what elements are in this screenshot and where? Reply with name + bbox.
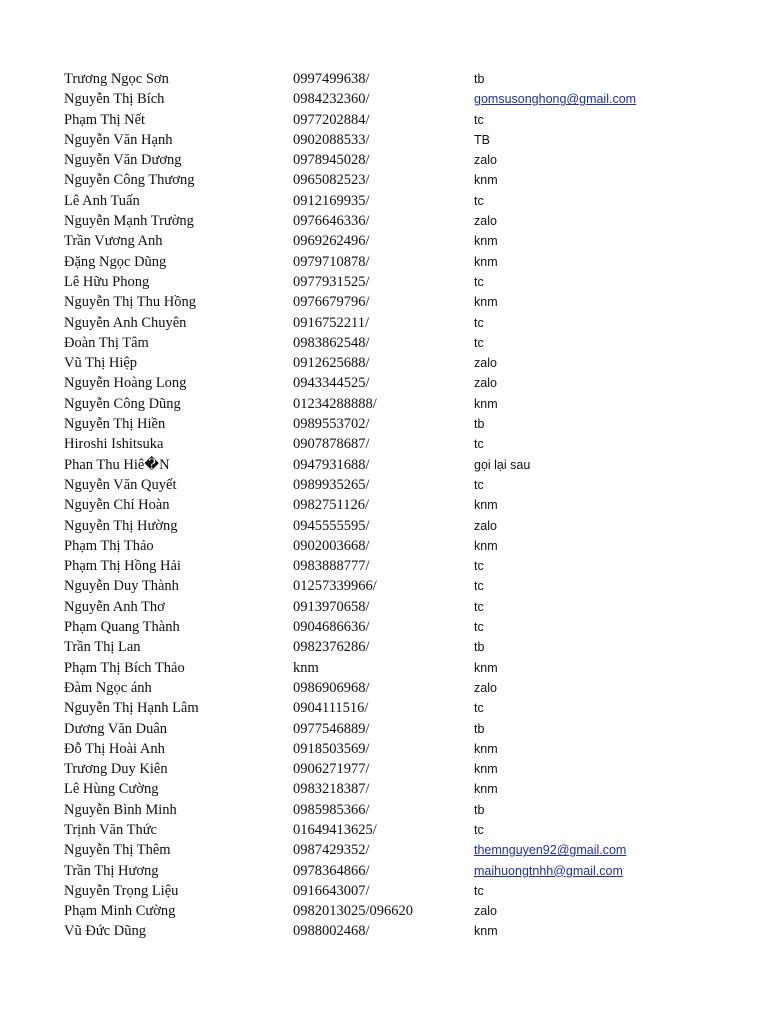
contact-name: Nguyễn Thị Hạnh Lâm bbox=[64, 700, 199, 717]
contact-name: Trương Ngọc Sơn bbox=[64, 71, 169, 87]
table-row bbox=[0, 150, 768, 170]
contact-phone: 0983862548/ bbox=[293, 334, 370, 351]
contact-phone: 0977546889/ bbox=[293, 720, 370, 737]
contact-name: Nguyễn Thị Bích bbox=[64, 91, 165, 108]
table-row bbox=[0, 89, 768, 109]
table-row bbox=[0, 455, 768, 475]
table-row bbox=[0, 170, 768, 190]
table-row bbox=[0, 130, 768, 150]
contact-note: knm bbox=[474, 498, 498, 513]
contact-name: Nguyễn Thị Thu Hồng bbox=[64, 294, 196, 311]
contact-note: TB bbox=[474, 132, 490, 147]
contact-note: tc bbox=[474, 335, 484, 350]
contact-note: tb bbox=[474, 72, 485, 86]
contact-name: Trần Thị Lan bbox=[64, 639, 141, 656]
table-row bbox=[0, 820, 768, 840]
contact-name: Đàm Ngọc ánh bbox=[64, 679, 152, 696]
contact-phone: 0989553702/ bbox=[293, 416, 370, 433]
table-row bbox=[0, 516, 768, 536]
contact-note: knm bbox=[474, 782, 498, 797]
contact-name: Dương Văn Duân bbox=[64, 720, 168, 737]
contact-name: Trịnh Văn Thức bbox=[64, 821, 157, 838]
table-row bbox=[0, 434, 768, 454]
table-row bbox=[0, 231, 768, 251]
contact-name: Nguyễn Văn Hạnh bbox=[64, 131, 173, 148]
contact-phone: 0982376286/ bbox=[293, 639, 370, 656]
contact-phone: 0983888777/ bbox=[293, 558, 370, 575]
contact-phone: 0947931688/ bbox=[293, 456, 370, 473]
contact-phone: 0945555595/ bbox=[293, 517, 370, 534]
contact-name: Đoàn Thị Tâm bbox=[64, 334, 149, 351]
table-row bbox=[0, 597, 768, 617]
contact-phone: 0985985366/ bbox=[293, 801, 370, 818]
contact-phone: 0904111516/ bbox=[293, 700, 369, 717]
contact-phone: 0918503569/ bbox=[293, 740, 370, 757]
contact-email-link[interactable]: themnguyen92@gmail.com bbox=[474, 843, 627, 858]
contact-phone: 0969262496/ bbox=[293, 233, 370, 250]
contact-note: tc bbox=[474, 822, 484, 837]
contact-note: tc bbox=[474, 315, 484, 330]
contact-phone: 0943344525/ bbox=[293, 375, 370, 392]
contact-note: tc bbox=[474, 599, 484, 614]
table-row bbox=[0, 800, 768, 820]
table-row bbox=[0, 637, 768, 657]
table-row bbox=[0, 881, 768, 901]
contact-note: knm bbox=[474, 173, 498, 188]
contact-name: Trương Duy Kiên bbox=[64, 761, 168, 778]
contact-phone: 0983218387/ bbox=[293, 781, 370, 798]
contact-note: zalo bbox=[474, 214, 497, 229]
contact-name: Đỗ Thị Hoài Anh bbox=[64, 740, 165, 757]
contact-phone: 0906271977/ bbox=[293, 761, 370, 778]
contact-phone: knm bbox=[293, 659, 319, 676]
contact-phone: 0902088533/ bbox=[293, 131, 370, 148]
table-row bbox=[0, 576, 768, 596]
table-row bbox=[0, 901, 768, 921]
contact-note: zalo bbox=[474, 356, 497, 371]
contact-note: tc bbox=[474, 883, 484, 898]
contact-name: Phạm Thị Bích Thảo bbox=[64, 659, 185, 676]
contact-phone: 0978364866/ bbox=[293, 862, 370, 879]
contact-note: zalo bbox=[474, 376, 497, 391]
contact-name: Nguyễn Trọng Liệu bbox=[64, 882, 179, 899]
contact-name: Nguyễn Hoàng Long bbox=[64, 375, 187, 392]
table-row bbox=[0, 272, 768, 292]
contact-name: Phan Thu Hiê�N bbox=[64, 456, 170, 473]
contact-phone: 0977202884/ bbox=[293, 111, 370, 128]
table-row bbox=[0, 69, 768, 89]
contact-name: Phạm Thị Thảo bbox=[64, 537, 154, 554]
contact-phone: 0986906968/ bbox=[293, 679, 370, 696]
contact-phone: 0988002468/ bbox=[293, 923, 370, 940]
contact-note: tc bbox=[474, 437, 484, 452]
contact-phone: 0904686636/ bbox=[293, 619, 370, 636]
contact-phone: 0979710878/ bbox=[293, 253, 370, 270]
table-row bbox=[0, 861, 768, 881]
contact-note: tc bbox=[474, 477, 484, 492]
contact-phone: 0977931525/ bbox=[293, 273, 370, 290]
contact-note: knm bbox=[474, 254, 498, 269]
contact-name: Phạm Thị Nết bbox=[64, 111, 146, 128]
contact-note: tc bbox=[474, 579, 484, 594]
table-row bbox=[0, 373, 768, 393]
table-row bbox=[0, 211, 768, 231]
table-row bbox=[0, 759, 768, 779]
contact-note: knm bbox=[474, 741, 498, 756]
contact-phone: 0978945028/ bbox=[293, 152, 370, 169]
contact-name: Vũ Đức Dũng bbox=[64, 923, 146, 940]
contact-phone: 0912625688/ bbox=[293, 355, 370, 372]
table-row bbox=[0, 495, 768, 515]
contact-note: tc bbox=[474, 193, 484, 208]
contact-name: Nguyễn Thị Thêm bbox=[64, 842, 171, 859]
contact-note: tb bbox=[474, 721, 485, 736]
contact-name: Nguyễn Anh Thơ bbox=[64, 598, 165, 615]
contact-note: zalo bbox=[474, 518, 497, 533]
contact-email-link[interactable]: gomsusonghong@gmail.com bbox=[474, 92, 637, 107]
contact-phone: 0913970658/ bbox=[293, 598, 370, 615]
contact-note: tb bbox=[474, 417, 485, 432]
contact-note: tc bbox=[474, 274, 484, 289]
contact-phone: 0912169935/ bbox=[293, 192, 370, 209]
contact-phone: 0907878687/ bbox=[293, 436, 370, 453]
table-row bbox=[0, 475, 768, 495]
contact-name: Vũ Thị Hiệp bbox=[64, 355, 138, 372]
contact-phone: 01649413625/ bbox=[293, 821, 377, 838]
table-row bbox=[0, 698, 768, 718]
contact-name: Phạm Quang Thành bbox=[64, 619, 180, 636]
contact-note: knm bbox=[474, 234, 498, 249]
table-row bbox=[0, 414, 768, 434]
contact-note: knm bbox=[474, 762, 498, 777]
contact-name: Trần Vương Anh bbox=[64, 233, 163, 250]
contact-phone: 0982013025/096620 bbox=[293, 903, 414, 920]
contact-name: Nguyễn Anh Chuyên bbox=[64, 314, 187, 331]
contact-name: Nguyễn Công Dũng bbox=[64, 395, 181, 412]
table-row bbox=[0, 678, 768, 698]
contact-phone: 0987429352/ bbox=[293, 842, 370, 859]
contact-phone: 0976679796/ bbox=[293, 294, 370, 311]
contact-phone: 0916643007/ bbox=[293, 882, 370, 899]
contact-note: tc bbox=[474, 559, 484, 574]
contact-name: Hiroshi Ishitsuka bbox=[64, 436, 164, 453]
contact-note: zalo bbox=[474, 904, 497, 919]
contact-name: Lê Anh Tuấn bbox=[64, 192, 140, 209]
contact-phone: 0982751126/ bbox=[293, 497, 369, 514]
table-row bbox=[0, 313, 768, 333]
contact-name: Nguyễn Bình Minh bbox=[64, 801, 177, 818]
table-row bbox=[0, 921, 768, 941]
table-row bbox=[0, 840, 768, 860]
contact-list bbox=[0, 69, 768, 942]
contact-note: knm bbox=[474, 396, 498, 411]
contact-name: Nguyễn Duy Thành bbox=[64, 578, 179, 595]
contact-name: Phạm Minh Cường bbox=[64, 903, 176, 920]
contact-note: zalo bbox=[474, 153, 497, 168]
contact-note: zalo bbox=[474, 680, 497, 695]
contact-phone: 0989935265/ bbox=[293, 476, 370, 493]
table-row bbox=[0, 353, 768, 373]
table-row bbox=[0, 556, 768, 576]
contact-phone: 0965082523/ bbox=[293, 172, 370, 189]
contact-note: knm bbox=[474, 295, 498, 310]
contact-phone: 0997499638/ bbox=[293, 71, 370, 87]
contact-name: Phạm Thị Hồng Hải bbox=[64, 558, 181, 575]
contact-name: Nguyễn Văn Dương bbox=[64, 152, 182, 169]
contact-phone: 01257339966/ bbox=[293, 578, 377, 595]
contact-phone: 0984232360/ bbox=[293, 91, 370, 108]
table-row bbox=[0, 191, 768, 211]
contact-name: Nguyễn Thị Hường bbox=[64, 517, 178, 534]
contact-name: Nguyễn Thị Hiền bbox=[64, 416, 166, 433]
contact-name: Nguyễn Văn Quyết bbox=[64, 476, 177, 493]
table-row bbox=[0, 779, 768, 799]
contact-note: tc bbox=[474, 701, 484, 716]
table-row bbox=[0, 536, 768, 556]
contact-name: Đặng Ngọc Dũng bbox=[64, 253, 167, 270]
contact-phone: 0902003668/ bbox=[293, 537, 370, 554]
contact-note: knm bbox=[474, 660, 498, 675]
contact-note: tc bbox=[474, 620, 484, 635]
contact-note: tb bbox=[474, 802, 485, 817]
contact-phone: 01234288888/ bbox=[293, 395, 377, 412]
contact-phone: 0916752211/ bbox=[293, 314, 369, 331]
table-row bbox=[0, 292, 768, 312]
contact-phone: 0976646336/ bbox=[293, 213, 370, 230]
table-row bbox=[0, 658, 768, 678]
contact-name: Lê Hùng Cường bbox=[64, 781, 159, 798]
table-row bbox=[0, 333, 768, 353]
table-row bbox=[0, 252, 768, 272]
contact-name: Nguyễn Công Thương bbox=[64, 172, 195, 189]
contact-name: Nguyễn Mạnh Trường bbox=[64, 213, 194, 230]
table-row bbox=[0, 739, 768, 759]
table-row bbox=[0, 719, 768, 739]
table-row bbox=[0, 110, 768, 130]
contact-note: knm bbox=[474, 924, 498, 939]
contact-email-link[interactable]: maihuongtnhh@gmail.com bbox=[474, 863, 623, 878]
contact-note: tc bbox=[474, 112, 484, 127]
contact-name: Lê Hữu Phong bbox=[64, 273, 150, 290]
table-row bbox=[0, 394, 768, 414]
contact-note: tb bbox=[474, 640, 485, 655]
table-row bbox=[0, 617, 768, 637]
contact-note: gọi lại sau bbox=[474, 457, 531, 472]
contact-name: Nguyễn Chí Hoàn bbox=[64, 497, 170, 514]
contact-note: knm bbox=[474, 538, 498, 553]
contact-name: Trần Thị Hương bbox=[64, 862, 159, 879]
